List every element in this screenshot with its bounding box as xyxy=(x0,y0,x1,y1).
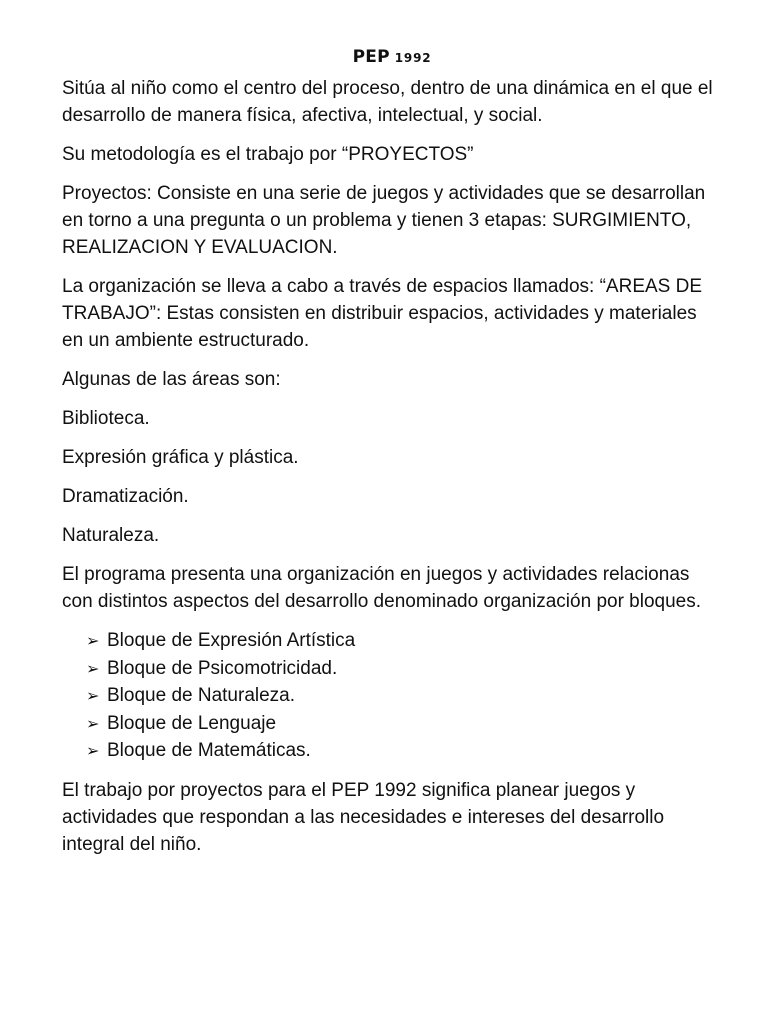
paragraph-closing: El trabajo por proyectos para el PEP 1992 significa planear juegos y actividades que respondan a las necesidades e intereses del desarrollo integral del niño. xyxy=(62,779,665,855)
title-year: 1992 xyxy=(394,51,432,65)
block-label: Bloque de Lenguaje xyxy=(107,712,277,734)
block-label: Bloque de Matemáticas. xyxy=(107,740,311,761)
arrow-bullet-icon: ➢ xyxy=(86,686,100,705)
block-label: Bloque de Expresión Artística xyxy=(107,630,356,651)
list-item xyxy=(86,655,722,683)
arrow-bullet-icon: ➢ xyxy=(86,631,100,650)
block-label: Bloque de Naturaleza. xyxy=(107,685,296,706)
area-item-dramatizacion: Dramatización. xyxy=(62,486,189,507)
paragraph-projects: Proyectos: Consiste en una serie de juegos y actividades que se desarrollan en torno a una pregunta o un problema y tienen 3 etapas: SURGIMIENTO, REALIZACION Y EVALUACION. xyxy=(62,183,706,258)
area-item-biblioteca: Biblioteca. xyxy=(62,408,150,429)
title-text: PEP xyxy=(352,47,390,67)
arrow-bullet-icon: ➢ xyxy=(86,658,100,678)
arrow-bullet-icon: ➢ xyxy=(86,713,100,733)
paragraph-intro: Sitúa al niño como el centro del proceso, dentro de una dinámica en el que el desarrollo de manera física, afectiva, intelectual, y social. xyxy=(62,78,713,126)
page-title xyxy=(62,42,722,73)
list-item xyxy=(86,737,722,765)
list-item xyxy=(86,682,722,710)
blocks-list xyxy=(62,627,722,765)
area-item-naturaleza: Naturaleza. xyxy=(62,525,160,546)
list-item xyxy=(86,627,722,655)
area-item-expresion: Expresión gráfica y plástica. xyxy=(62,447,299,468)
paragraph-areas-heading: Algunas de las áreas son: xyxy=(62,369,281,390)
paragraph-methodology: Su metodología es el trabajo por “PROYECTOS” xyxy=(62,144,474,165)
paragraph-program: El programa presenta una organización en juegos y actividades relacionas con distintos aspectos del desarrollo denominado organización por bloques. xyxy=(62,564,702,612)
arrow-bullet-icon: ➢ xyxy=(86,741,100,760)
block-label: Bloque de Psicomotricidad. xyxy=(107,657,338,679)
document-page xyxy=(62,42,722,870)
paragraph-organization: La organización se lleva a cabo a través de espacios llamados: “AREAS DE TRABAJO”: Estas consisten en distribuir espacios, actividades y materiales en un ambiente estructurado. xyxy=(62,276,703,351)
list-item xyxy=(86,710,722,738)
